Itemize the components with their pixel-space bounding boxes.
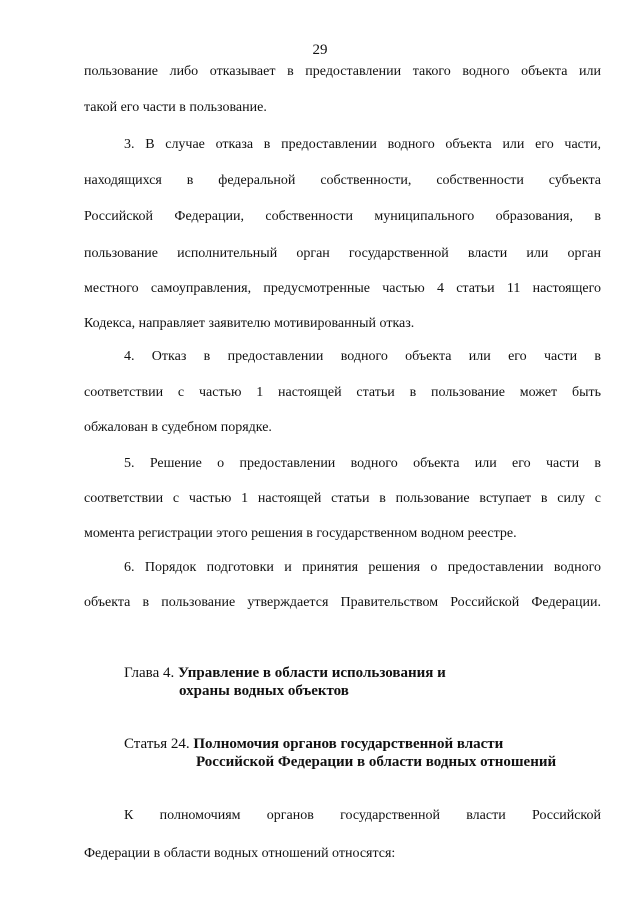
paragraph-5-line: 5. Решение о предоставлении водного объекта или его части в <box>124 456 601 471</box>
article-heading <box>124 735 503 753</box>
article-heading-line2 <box>196 753 556 771</box>
chapter-heading-line2 <box>179 682 349 700</box>
paragraph-6-line: 6. Порядок подготовки и принятия решения о предоставлении водного <box>124 560 601 575</box>
text-line: объекта в пользование утверждается Правительством Российской Федерации. <box>84 595 601 610</box>
text-line: Кодекса, направляет заявителю мотивированный отказ. <box>84 316 415 331</box>
text-line: такой его части в пользование. <box>84 100 267 115</box>
chapter-prefix: Глава 4. <box>124 665 175 681</box>
paragraph-3-line: 3. В случае отказа в предоставлении водного объекта или его части, <box>124 137 601 152</box>
chapter-heading <box>124 664 446 682</box>
article-prefix: Статья 24. <box>124 736 190 752</box>
article-title-line1: Полномочия органов государственной власти <box>193 736 504 752</box>
paragraph-4-line: 4. Отказ в предоставлении водного объекта или его части в <box>124 349 601 364</box>
text-line: обжалован в судебном порядке. <box>84 420 272 435</box>
text-line: Российской Федерации, собственности муниципального образования, в <box>84 209 601 224</box>
text-line: находящихся в федеральной собственности, собственности субъекта <box>84 173 601 188</box>
text-line: момента регистрации этого решения в государственном водном реестре. <box>84 526 517 541</box>
text-line: соответствии с частью 1 настоящей статьи в пользование может быть <box>84 385 601 400</box>
page-number: 29 <box>312 42 328 58</box>
text-line: Федерации в области водных отношений относятся: <box>84 846 396 861</box>
chapter-title-line2: охраны водных объектов <box>179 683 349 699</box>
text-line: пользование либо отказывает в предоставлении такого водного объекта или <box>84 64 601 79</box>
text-line: местного самоуправления, предусмотренные частью 4 статьи 11 настоящего <box>84 281 601 296</box>
text-line: пользование исполнительный орган государственной власти или орган <box>84 246 601 261</box>
article-title-line2: Российской Федерации в области водных отношений <box>196 754 557 770</box>
text-line: соответствии с частью 1 настоящей статьи в пользование вступает в силу с <box>84 491 601 506</box>
chapter-title-line1: Управление в области использования и <box>177 665 446 681</box>
article-body-line: К полномочиям органов государственной власти Российской <box>124 808 601 823</box>
